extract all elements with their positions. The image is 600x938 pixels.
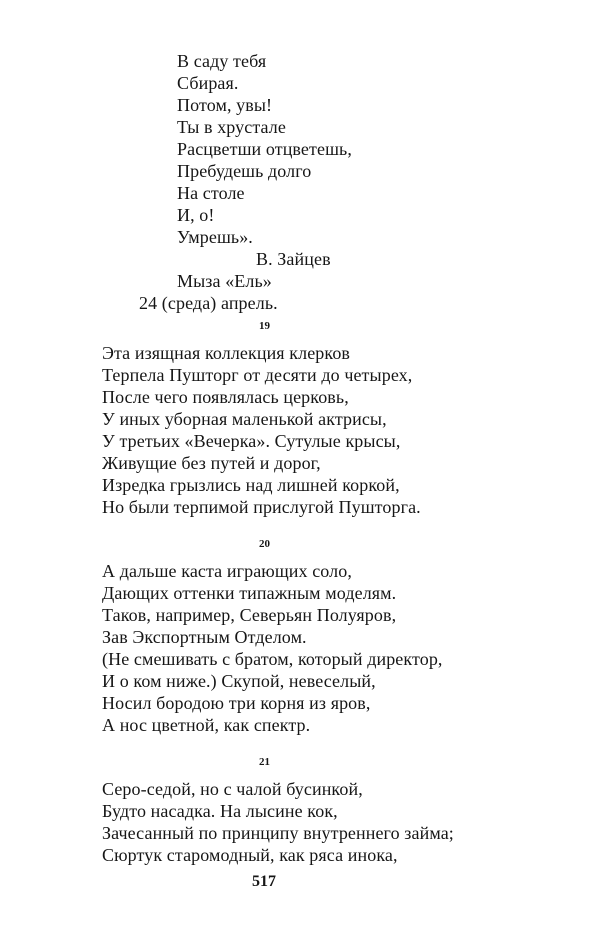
poem-line: В саду тебя	[177, 51, 267, 71]
verse-line: Серо-седой, но с чалой бусинкой,	[102, 779, 363, 799]
verse-line: А нос цветной, как спектр.	[102, 715, 311, 735]
poem-line: На столе	[177, 183, 245, 203]
poem-place: Мыза «Ель»	[177, 271, 272, 291]
poem-line: Умрешь».	[177, 227, 253, 247]
verse-line: Живущие без путей и дорог,	[102, 453, 321, 473]
verse-line: Изредка грызлись над лишней коркой,	[102, 475, 400, 495]
verse-line: Будто насадка. На лысине кок,	[102, 801, 338, 821]
poem-line: Расцветши отцветешь,	[177, 139, 352, 159]
poem-line: И, о!	[177, 205, 215, 225]
verse-line: Таков, например, Северьян Полуяров,	[102, 605, 397, 625]
section-number: 20	[259, 538, 270, 550]
poem-line: Сбирая.	[177, 73, 239, 93]
verse-line: (Не смешивать с братом, который директор,	[102, 649, 443, 669]
section-number: 19	[259, 320, 270, 332]
poem-line: Ты в хрустале	[177, 117, 286, 137]
verse-line: После чего появлялась церковь,	[102, 387, 349, 407]
poem-line: Пребудешь долго	[177, 161, 312, 181]
section-number: 21	[259, 756, 270, 768]
poem-line: Потом, увы!	[177, 95, 273, 115]
verse-line: Зачесанный по принципу внутреннего займа;	[102, 823, 454, 843]
verse-line: Терпела Пушторг от десяти до четырех,	[102, 365, 413, 385]
verse-line: У иных уборная маленькой актрисы,	[102, 409, 387, 429]
verse-line: Сюртук старомодный, как ряса инока,	[102, 845, 398, 865]
poem-date: 24 (среда) апрель.	[139, 293, 278, 313]
verse-line: И о ком ниже.) Скупой, невеселый,	[102, 671, 376, 691]
verse-line: А дальше каста играющих соло,	[102, 561, 352, 581]
verse-line: Но были терпимой прислугой Пушторга.	[102, 497, 421, 517]
verse-line: Дающих оттенки типажным моделям.	[102, 583, 397, 603]
verse-line: Носил бородою три корня из яров,	[102, 693, 371, 713]
verse-line: Зав Экспортным Отделом.	[102, 627, 307, 647]
page-number: 517	[252, 873, 276, 890]
poem-signature: В. Зайцев	[256, 249, 331, 269]
verse-line: Эта изящная коллекция клерков	[102, 343, 351, 363]
verse-line: У третьих «Вечерка». Сутулые крысы,	[102, 431, 401, 451]
